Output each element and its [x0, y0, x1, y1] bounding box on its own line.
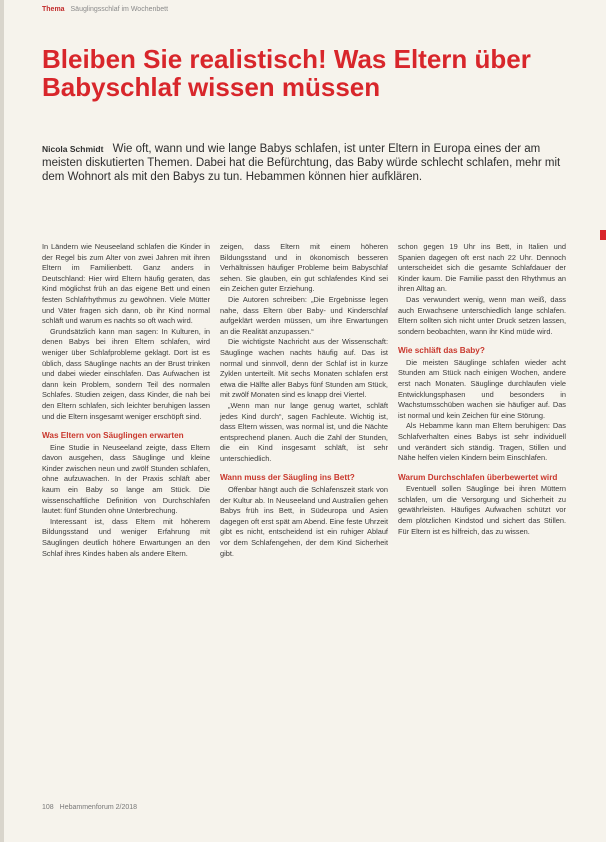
- page-footer: [42, 804, 137, 811]
- subheading: Warum Durchschlafen überbewertet wird: [398, 472, 558, 482]
- paragraph: Das verwundert wenig, wenn man weiß, dass auch Erwachsene unterschiedlich lange schlafen. Eltern sollten sich nicht unter Druck setzen lassen, sondern beobachten, wann ihr Kind müde wird.: [398, 294, 566, 336]
- paragraph: Grundsätzlich kann man sagen: In Kulturen, in denen Babys bei ihren Eltern schlafen, wird weniger über Schlafprobleme geklagt. Dort ist es üblich, dass Säuglinge nachts an der Brust trinken und dabei wieder einschlafen. Das Aufwachen ist dann kein Problem, sondern Teil des normalen Schlafes. Studien zeigen, dass Kinder, die nah bei den Eltern schlafen, sich leichter beruhigen lassen und die Eltern insgesamt weniger erschöpft sind.: [42, 326, 210, 421]
- paragraph: Eventuell sollen Säuglinge bei ihren Müttern schlafen, um die Versorgung und Sicherheit zu gewährleisten. Häufiges Aufwachen schützt vor dem plötzlichen Kindstod und sichert das Stillen. Für Eltern ist es hilfreich, das zu wissen.: [398, 484, 566, 536]
- paragraph: schon gegen 19 Uhr ins Bett, in Italien und Spanien dagegen oft erst nach 22 Uhr. Dennoch unterscheidet sich die gesamte Schlafdauer der Kinder kaum. Die Familie passt den Rhythmus an ihren Alltag an.: [398, 242, 566, 294]
- paragraph: Eine Studie in Neuseeland zeigte, dass Eltern davon ausgehen, dass Säuglinge und kleine Kinder zwischen neun und zwölf Stunden schlafen, ohne aufzuwachen. In der Praxis schläft aber kaum ein Baby so lange am Stück. Die wissenschaftliche Definition von Durchschlafen lautet: fünf Stunden ohne Unterbrechung.: [42, 442, 210, 516]
- paragraph: Die meisten Säuglinge schlafen wieder acht Stunden am Stück nach einigen Wochen, andere erst nach Monaten. Säuglinge durchlaufen viele Entwicklungsphasen und besonders in Wachstumsschüben wachen sie häufiger auf. Das ist normal und kein Zeichen für eine Störung.: [398, 357, 566, 420]
- article-headline: Bleiben Sie realistisch! Was Eltern über Babyschlaf wissen müssen: [42, 44, 531, 102]
- page-edge: [0, 0, 4, 842]
- text-column-3: [398, 242, 566, 537]
- journal-name: Hebammenforum 2/2018: [59, 804, 138, 811]
- subheading: Wann muss der Säugling ins Bett?: [220, 473, 355, 483]
- header-line: [42, 6, 168, 13]
- lead-text: Wie oft, wann und wie lange Babys schlafen, ist unter Eltern in Europa eines der am meisten diskutierten Themen. Dabei hat die Befürchtung, das Baby würde schlecht schlafen, mehr mit dem Wohnort als mit den Babys zu tun. Hebammen können hier aufklären.: [42, 143, 561, 183]
- page-number: 108: [42, 804, 54, 811]
- header-rubric: Thema: [42, 6, 65, 13]
- header-topic: Säuglingsschlaf im Wochenbett: [70, 6, 169, 13]
- paragraph: zeigen, dass Eltern mit einem höheren Bildungsstand und in ökonomisch besseren Verhältnissen häufiger Probleme beim Babyschlaf sehen. Sie glauben, ein gut schlafendes Kind sei ein Zeichen guter Erziehung.: [220, 242, 388, 294]
- subheading: Was Eltern von Säuglingen erwarten: [42, 431, 184, 441]
- paragraph: Die Autoren schreiben: „Die Ergebnisse legen nahe, dass Eltern über Baby- und Kinderschlaf aufgeklärt werden müssen, um ihre Erwartungen an die Realität anzupassen.“: [220, 294, 388, 336]
- paragraph: Die wichtigste Nachricht aus der Wissenschaft: Säuglinge wachen nachts häufig auf. Das ist normal und sinnvoll, denn der Schlaf ist in kurze Zyklen unterteilt. Mit sechs Monaten schlafen erst etwa die Hälfte aller Babys fünf Stunden am Stück, mit zwölf Monaten sind es knapp drei Viertel.: [220, 337, 388, 400]
- text-column-2: [220, 242, 388, 559]
- text-column-1: [42, 242, 210, 559]
- paragraph: In Ländern wie Neuseeland schlafen die Kinder in der Regel bis zum Alter von zwei Jahren mit ihren Eltern im Familienbett. Ganz anders in Deutschland: Hier wird Eltern häufig geraten, das Kind möglichst früh an das eigene Bett und einen festen Schlafrhythmus zu gewöhnen. Viele Mütter und Väter fragen sich dann, ob ihr Kind normal schläft und warum es nachts so oft wach wird.: [42, 242, 210, 326]
- page-marker: [600, 230, 606, 240]
- paragraph: Interessant ist, dass Eltern mit höherem Bildungsstand und weniger Erfahrung mit Säuglingen deutlich höhere Erwartungen an den Schlaf ihres Kindes haben als andere Eltern.: [42, 516, 210, 558]
- paragraph: Als Hebamme kann man Eltern beruhigen: Das Schlafverhalten eines Babys ist sehr individuell und verändert sich ständig. Tragen, Stillen und Nähe helfen vielen Kindern beim Einschlafen.: [398, 421, 566, 463]
- paragraph: Offenbar hängt auch die Schlafenszeit stark von der Kultur ab. In Neuseeland und Australien gehen Babys früh ins Bett, in Südeuropa und Asien dagegen oft erst spät am Abend. Eine feste Uhrzeit gibt es nicht, entscheidend ist ein ruhiger Ablauf vor dem Schlafengehen, der dem Kind Sicherheit gibt.: [220, 484, 388, 558]
- paragraph: „Wenn man nur lange genug wartet, schläft jedes Kind durch“, sagen Fachleute. Wichtig ist, dass Eltern wissen, was normal ist, und die Nächte entsprechend planen. Auch die Zahl der Stunden, die ein Kind insgesamt schläft, ist sehr unterschiedlich.: [220, 400, 388, 463]
- article-lead: [42, 142, 572, 184]
- subheading: Wie schläft das Baby?: [398, 346, 485, 356]
- author-name: Nicola Schmidt: [42, 144, 104, 154]
